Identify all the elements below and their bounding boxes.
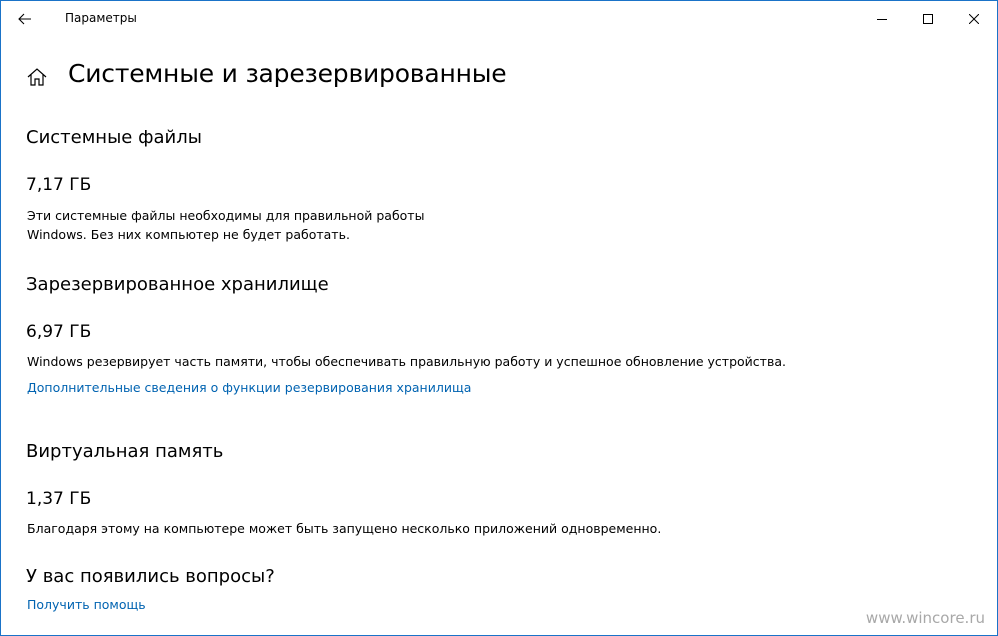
home-icon xyxy=(27,68,47,86)
home-button[interactable] xyxy=(21,61,53,93)
maximize-button[interactable] xyxy=(905,1,951,37)
get-help-link[interactable]: Получить помощь xyxy=(27,597,146,612)
reserved-storage-heading: Зарезервированное хранилище xyxy=(26,274,329,295)
system-files-size: 7,17 ГБ xyxy=(26,175,92,195)
page-title: Системные и зарезервированные xyxy=(68,59,507,88)
minimize-icon xyxy=(877,14,887,24)
reserved-storage-info-link[interactable]: Дополнительные сведения о функции резервирования хранилища xyxy=(27,380,472,395)
watermark: www.wincore.ru xyxy=(865,609,985,627)
back-button[interactable] xyxy=(1,1,49,37)
maximize-icon xyxy=(923,14,933,24)
reserved-storage-size: 6,97 ГБ xyxy=(26,322,92,342)
minimize-button[interactable] xyxy=(859,1,905,37)
help-heading: У вас появились вопросы? xyxy=(26,566,275,587)
title-bar xyxy=(1,1,997,37)
virtual-memory-heading: Виртуальная память xyxy=(26,441,224,462)
arrow-left-icon xyxy=(18,13,32,25)
system-files-description-line1: Эти системные файлы необходимы для правильной работы xyxy=(27,208,425,223)
virtual-memory-size: 1,37 ГБ xyxy=(26,489,92,509)
virtual-memory-description: Благодаря этому на компьютере может быть запущено несколько приложений одновременно. xyxy=(27,521,662,536)
close-button[interactable] xyxy=(951,1,997,37)
system-files-heading: Системные файлы xyxy=(26,127,202,148)
system-files-description-line2: Windows. Без них компьютер не будет работать. xyxy=(27,227,350,242)
close-icon xyxy=(969,14,979,24)
reserved-storage-description: Windows резервирует часть памяти, чтобы обеспечивать правильную работу и успешное обновление устройства. xyxy=(27,354,786,369)
app-title: Параметры xyxy=(65,11,137,25)
